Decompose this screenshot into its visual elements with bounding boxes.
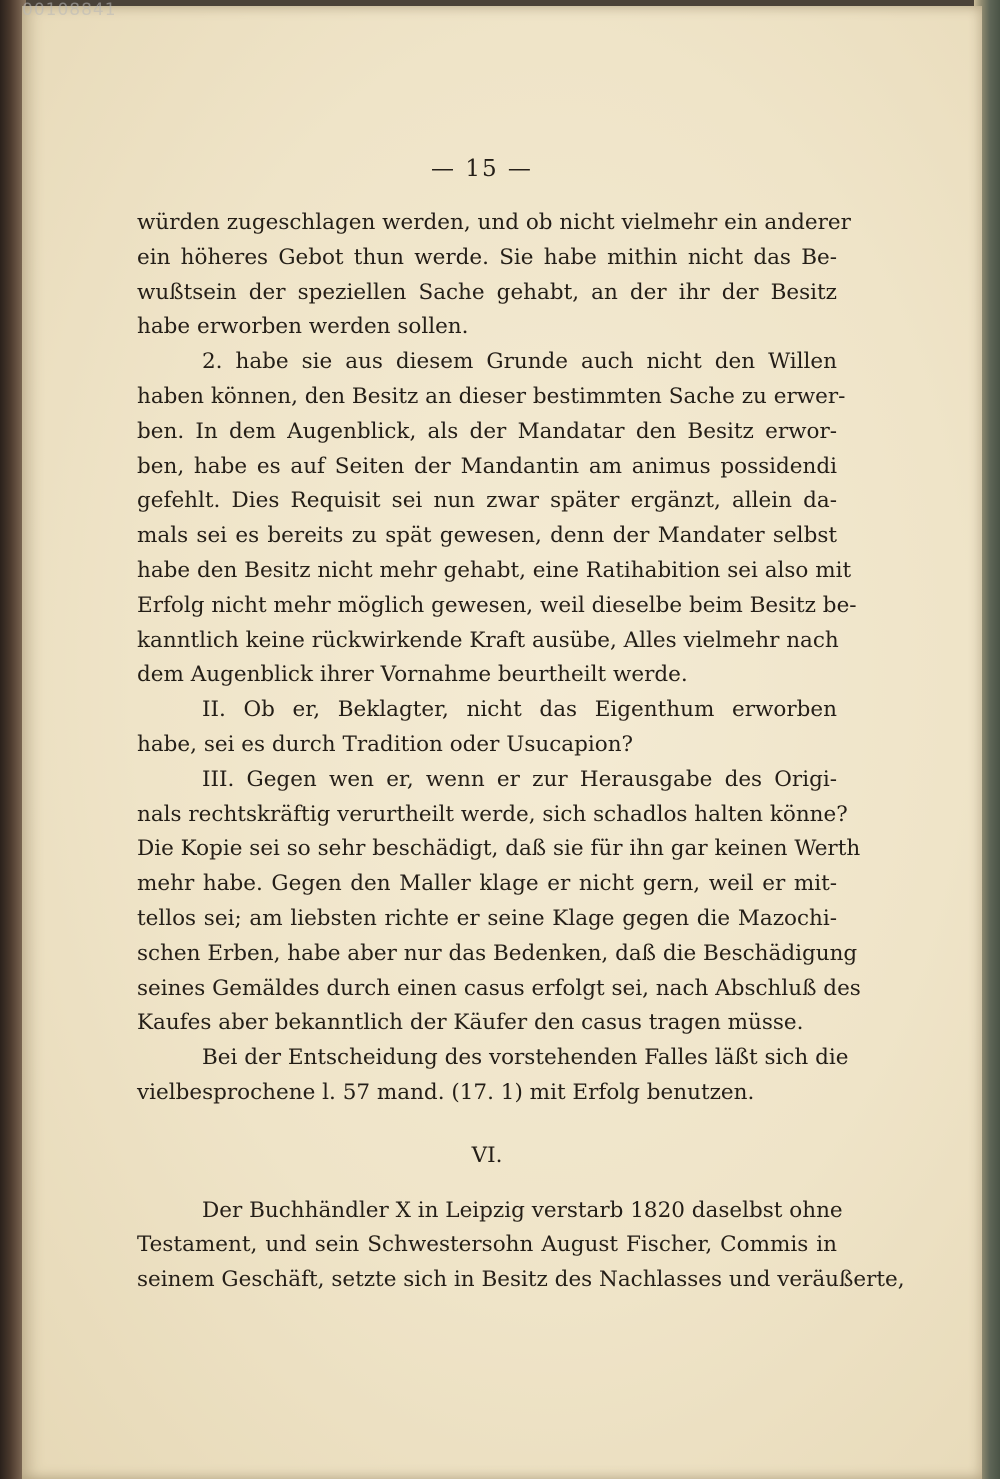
text-line: habe erworben werden sollen. [137,314,469,340]
text-line: III. Gegen wen er, wenn er zur Herausgabe des Origi- [202,766,837,792]
text-line: Kaufes aber bekanntlich der Käufer den casus tragen müsse. [137,1010,804,1036]
text-line: wußtsein der speziellen Sache gehabt, an der ihr der Besitz [137,279,837,305]
text-line: würden zugeschlagen werden, und ob nicht vielmehr ein anderer [137,210,851,235]
text-line: ein höheres Gebot thun werde. Sie habe mithin nicht das Be- [137,244,837,270]
text-line: vielbesprochene l. 57 mand. (17. 1) mit Erfolg benutzen. [137,1079,755,1105]
text-line: II. Ob er, Beklagter, nicht das Eigenthum erworben [202,697,837,723]
text-line: Testament, und sein Schwestersohn August Fischer, Commis in [137,1232,837,1258]
text-line: gefehlt. Dies Requisit sei nun zwar später ergänzt, allein da- [137,488,837,514]
text-line: nals rechtskräftig verurtheilt werde, sich schadlos halten könne? [137,801,848,827]
book-page [22,0,982,1479]
text-line: ben. In dem Augenblick, als der Mandatar den Besitz erwor- [137,418,837,444]
text-line: Bei der Entscheidung des vorstehenden Falles läßt sich die [202,1045,849,1071]
text-line: Erfolg nicht mehr möglich gewesen, weil dieselbe beim Besitz be- [137,592,857,618]
text-line: haben können, den Besitz an dieser bestimmten Sache zu erwer- [137,383,846,409]
scan-id-label: 00108841 [22,0,117,20]
page-number: — 15 — [431,156,533,182]
page-text [137,206,905,1298]
text-line: Die Kopie sei so sehr beschädigt, daß sie für ihn gar keinen Werth [137,836,861,862]
text-line: 2. habe sie aus diesem Grunde auch nicht den Willen [202,349,837,375]
section-heading: VI. [471,1142,503,1168]
text-line: ben, habe es auf Seiten der Mandantin am animus possidendi [137,453,837,479]
text-line: seines Gemäldes durch einen casus erfolgt sei, nach Abschluß des [137,975,861,1001]
text-line: mehr habe. Gegen den Maller klage er nicht gern, weil er mit- [137,871,837,897]
text-line: kanntlich keine rückwirkende Kraft ausübe, Alles vielmehr nach [137,627,839,653]
text-line: tellos sei; am liebsten richte er seine Klage gegen die Mazochi- [137,905,837,931]
text-line: dem Augenblick ihrer Vornahme beurtheilt werde. [137,662,688,688]
text-line: habe, sei es durch Tradition oder Usucapion? [137,731,634,757]
text-line: schen Erben, habe aber nur das Bedenken, daß die Beschädigung [137,940,858,966]
text-line: seinem Geschäft, setzte sich in Besitz des Nachlasses und veräußerte, [137,1267,905,1293]
text-line: Der Buchhändler X in Leipzig verstarb 1820 daselbst ohne [202,1197,843,1223]
text-line: mals sei es bereits zu spät gewesen, denn der Mandater selbst [137,523,837,549]
text-line: habe den Besitz nicht mehr gehabt, eine Ratihabition sei also mit [137,557,852,583]
